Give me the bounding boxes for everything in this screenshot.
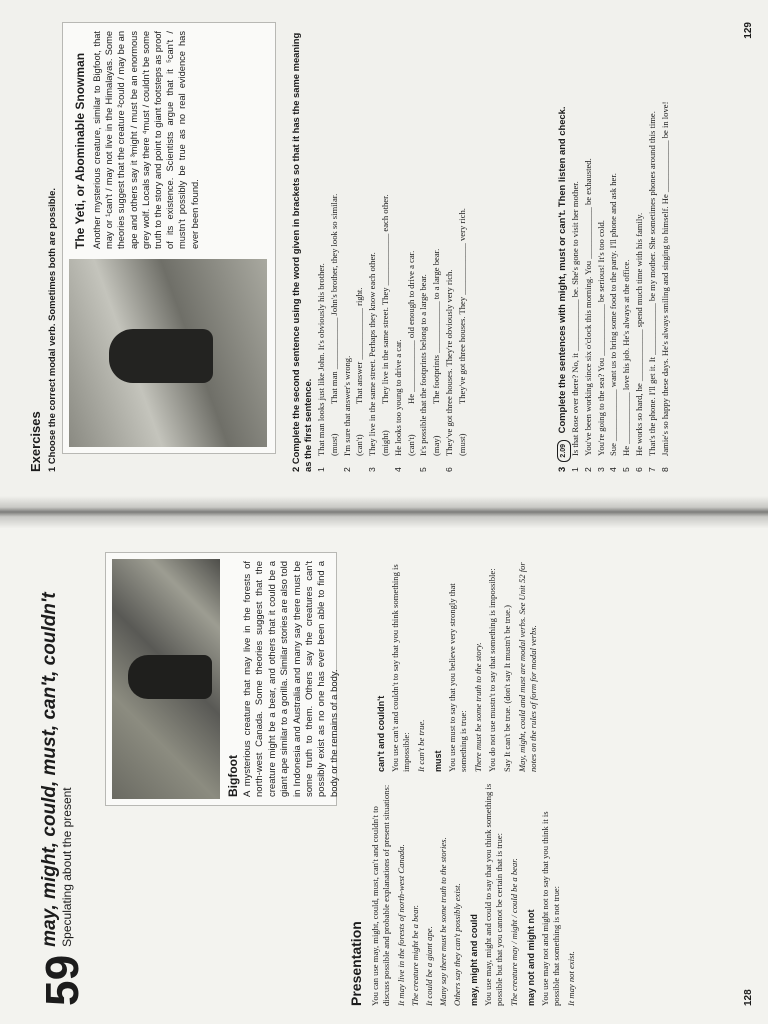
exercise-item [647, 22, 658, 472]
rule-text: You use may, might and could to say that you think something is possible but that you cannot be certain that is true: [483, 783, 504, 1006]
exercise-item [608, 22, 619, 472]
item-sentence: You're going to the sea? You ____________ be serious! It's too cold. [595, 220, 606, 456]
item-second-sentence: That man ____________ John's brother, they look so similar. [328, 193, 339, 404]
bigfoot-photo [112, 559, 220, 799]
item-sentence: Jamie's so happy these days. He's always smiling and singing to himself. He ____________ be in love! [659, 101, 670, 456]
item-number: 5 [418, 467, 429, 472]
example-sentence: It may live in the forests of north-west Canada. [396, 844, 406, 1006]
example-sentence: It may not exist. [566, 951, 576, 1006]
exercise-item-answer [457, 22, 468, 472]
page-number-right: 129 [743, 22, 754, 39]
item-sentence: That's the phone. I'll get it. It ____________ be my mother. She sometimes phones around this time. [646, 111, 657, 456]
yeti-text: Another mysterious creature, similar to Bigfoot, that may or ¹can't / may not live in the Himalayas. Some theories suggest that the creature ²could / may be an ape and others say it ³might / must be an enormous grey wolf. Locals say there ⁴must / couldn't be some truth to the story and point to giant footsteps as proof of its existence. Scientists argue that it ⁵can't / mustn't possibly be true as no real evidence has ever been found. [92, 31, 200, 249]
bigfoot-heading: Bigfoot [226, 755, 240, 797]
rule-text: You use must to say that you believe very strongly that something is true: [447, 583, 468, 772]
item-sentence: You've been working since six o'clock this morning. You ____________ be exhausted. [582, 158, 593, 456]
bigfoot-figure [128, 655, 212, 699]
audio-track-badge: 2.09 [557, 440, 571, 462]
bigfoot-text: A mysterious creature that may live in the forests of north-west Canada. Some theories suggest that the creature might be a bear, and others that it could be a giant ape similar to a gorilla. Similar stories are also told in Indonesia and Australia and many say there must be some truth to them. Others say the creatures can't possibly exist as no one has ever been able to find a body or the remains of a body. [242, 561, 340, 797]
rule-text: You do not use mustn't to say that something is impossible: [487, 568, 497, 772]
exercise-2-instruction: 2 Complete the second sentence using the word given in brackets so that it has the same meaning as the first sentence. [290, 32, 313, 472]
item-number: 2 [582, 467, 593, 472]
yeti-heading: The Yeti, or Abominable Snowman [73, 52, 87, 249]
item-sentence: Is that Rose over there? No, it ____________ be. She's gone to visit her mother. [570, 181, 580, 456]
exercise-3-items [570, 22, 672, 472]
subheading-may-not-might-not: may not and might not [526, 909, 536, 1006]
item-second-sentence: The footprints ____________ to a large bear. [431, 248, 442, 404]
yeti-reading-box [62, 22, 276, 454]
page-number-left: 128 [743, 989, 754, 1006]
exercise-item [634, 22, 645, 472]
modal-verbs-note: May, might, could and must are modal verbs. See Unit 52 for notes on the rules of form for modal verbs. [517, 562, 538, 772]
item-first-sentence: They live in the same street. Perhaps they know each other. [367, 252, 378, 456]
item-cue: (must) [328, 433, 339, 456]
exercise-item-answer [380, 22, 391, 472]
example-sentence: It could be a giant ape. [424, 926, 434, 1006]
item-number: 2 [341, 467, 352, 472]
item-number: 4 [608, 467, 619, 472]
item-number: 6 [633, 467, 644, 472]
example-sentence: Say It can't be true. (don't say It mustn't be true.) [502, 605, 512, 772]
example-sentence: It can't be true. [416, 719, 426, 772]
item-second-sentence: That answer ____________ right. [354, 287, 365, 404]
item-first-sentence: They've got three houses. They're obviously very rich. [443, 269, 454, 456]
unit-title: may, might, could, must, can't, couldn't [39, 592, 60, 947]
item-cue: (must) [456, 433, 467, 456]
item-second-sentence: They live in the same street. They ____________ each other. [379, 194, 390, 404]
item-sentence: He ____________ love his job. He's always at the office. [621, 259, 632, 456]
item-cue: (can't) [354, 434, 365, 456]
example-sentence: The creature might be a bear. [410, 904, 420, 1006]
exercise-item [316, 22, 327, 472]
example-sentence: There must be some truth to the story. [473, 642, 483, 772]
exercise-item [393, 22, 404, 472]
item-sentence: He works so hard, he ____________ spend much time with his family. [633, 212, 644, 456]
yeti-photo [69, 259, 267, 447]
item-second-sentence: They've got three houses. They ____________ very rich. [456, 208, 467, 404]
item-number: 5 [621, 467, 632, 472]
exercise-item [596, 22, 607, 472]
example-sentence: The creature may / might / could be a bear. [509, 858, 519, 1006]
exercise-item [621, 22, 632, 472]
exercise-item [418, 22, 429, 472]
item-number: 1 [316, 467, 326, 472]
exercises-heading: Exercises [28, 411, 43, 472]
exercise-item-answer [329, 22, 340, 472]
exercise-1-instruction: 1 Choose the correct modal verb. Sometimes both are possible. [46, 188, 57, 472]
rule-text: You use can't and couldn't to say that you think something is impossible: [390, 564, 411, 772]
subheading-must: must [433, 750, 443, 772]
item-number: 8 [659, 467, 670, 472]
item-number: 7 [646, 467, 657, 472]
yeti-figure [109, 329, 213, 383]
exercise-item [367, 22, 378, 472]
item-first-sentence: It's possible that the footprints belong to a large bear. [418, 274, 429, 456]
rule-text: You use may not and might not to say that you think it is possible that something is not true: [540, 811, 561, 1006]
item-sentence: Sue ____________ want us to bring some food to the party. I'll phone and ask her. [608, 173, 619, 456]
presentation-column-1 [370, 782, 580, 1006]
bigfoot-reading-box [105, 552, 340, 806]
exercise-item [660, 22, 671, 472]
exercise-item [570, 22, 581, 472]
exercise-2-items [316, 22, 470, 472]
item-cue: (can't) [405, 434, 416, 456]
item-cue: (may) [431, 435, 442, 456]
exercise-item [583, 22, 594, 472]
left-page [0, 512, 768, 1024]
exercise-item [342, 22, 353, 472]
item-number: 3 [595, 467, 606, 472]
item-first-sentence: That man looks just like John. It's obviously his brother. [316, 263, 326, 456]
item-number: 6 [443, 467, 454, 472]
unit-subtitle: Speculating about the present [60, 787, 74, 947]
exercise-item [444, 22, 455, 472]
example-sentence: Others say they can't possibly exist. [452, 883, 462, 1006]
subheading-may-might-could: may, might and could [469, 914, 479, 1006]
item-number: 4 [392, 467, 403, 472]
item-number: 1 [570, 467, 580, 472]
exercise-item-answer [431, 22, 442, 472]
unit-header [36, 592, 88, 1006]
subheading-cant-couldnt: can't and couldn't [376, 695, 386, 772]
presentation-intro: You can use may, might, could, must, can't and couldn't to discuss possible and probable explanations of present situations: [370, 784, 391, 1006]
exercise-item-answer [406, 22, 417, 472]
unit-number: 59 [36, 954, 88, 1006]
exercise-3-instruction [556, 22, 571, 472]
item-cue: (might) [379, 430, 390, 456]
book-spine [0, 496, 768, 528]
exercise-3-number: 3 [556, 466, 567, 472]
item-second-sentence: He ____________ old enough to drive a car. [405, 250, 416, 404]
item-first-sentence: He looks too young to drive a car. [392, 339, 403, 456]
presentation-column-2 [370, 546, 542, 772]
exercise-3-instruction-text: Complete the sentences with might, must or can't. Then listen and check. [556, 106, 567, 434]
presentation-heading: Presentation [348, 921, 364, 1006]
item-number: 3 [367, 467, 378, 472]
exercise-item-answer [354, 22, 365, 472]
item-first-sentence: I'm sure that answer's wrong. [341, 355, 352, 456]
example-sentence: Many say there must be some truth to the stories. [438, 837, 448, 1006]
